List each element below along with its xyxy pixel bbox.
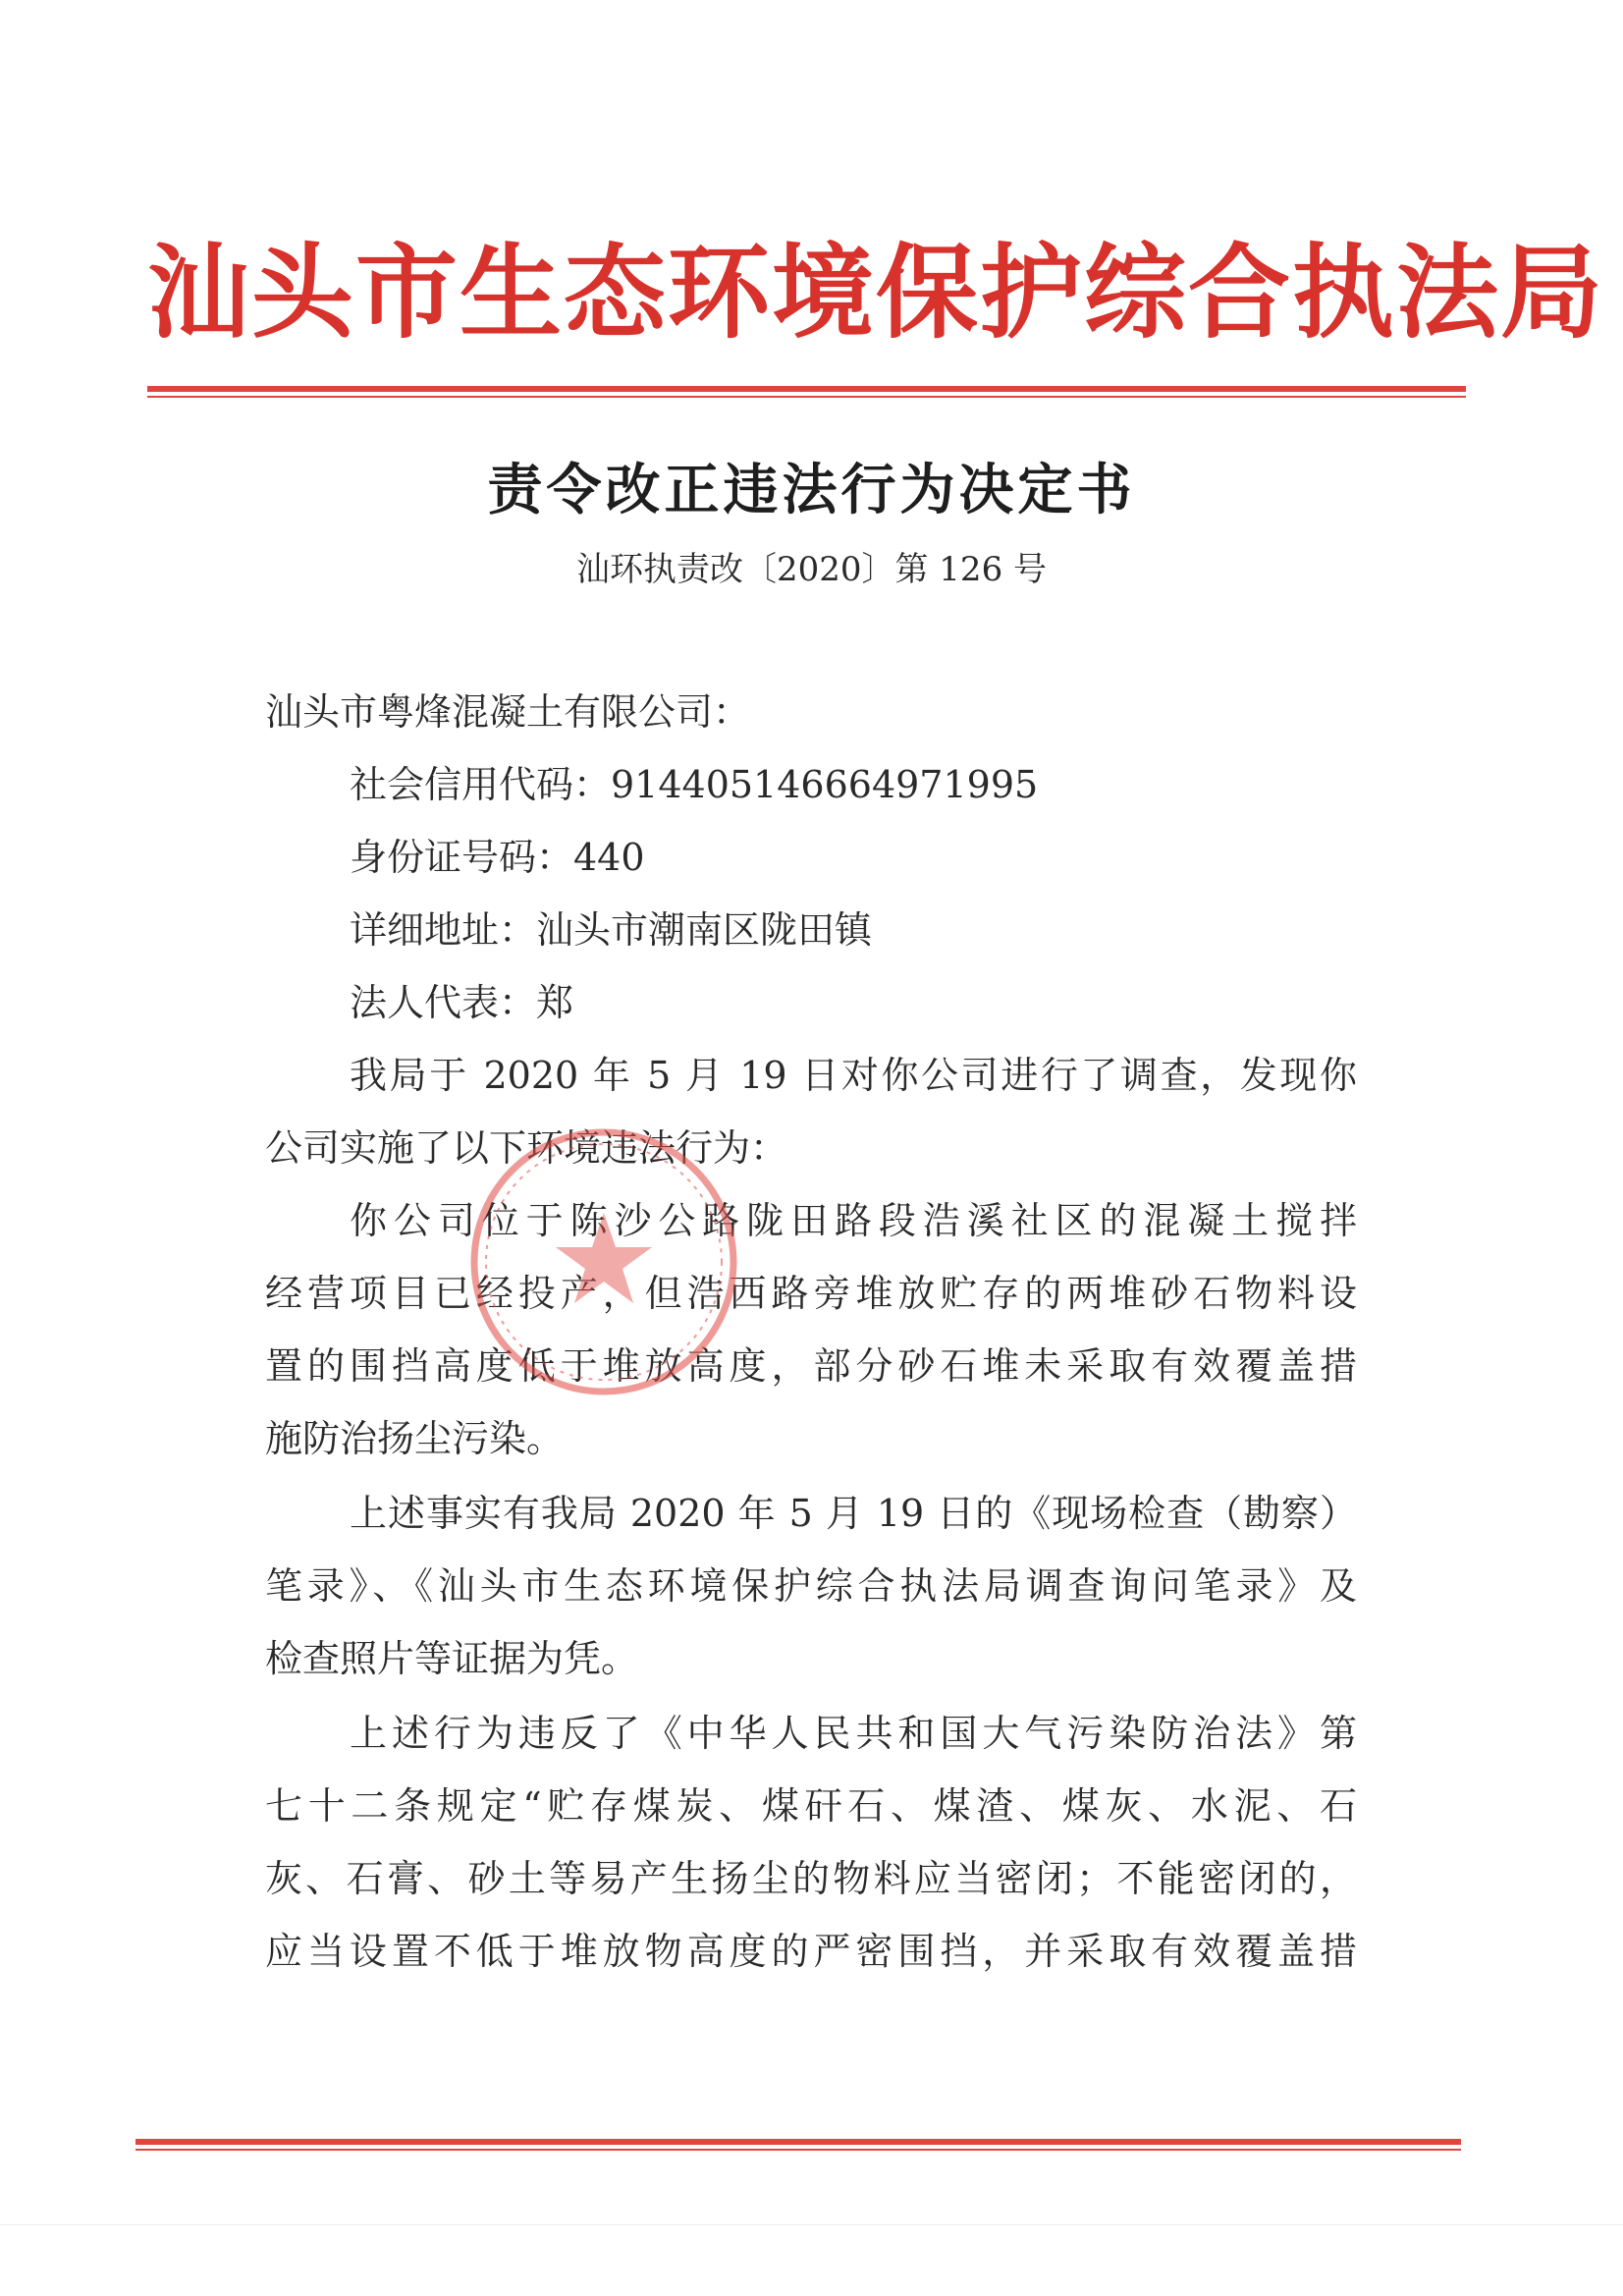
document-number: 汕环执责改〔2020〕第 126 号 (575, 550, 1048, 589)
body-line: 七十二条规定“贮存煤炭、煤矸石、煤渣、煤灰、水泥、石 (265, 1784, 1357, 1828)
body-line: 施防治扬尘污染。 (265, 1417, 565, 1460)
recipient-credit-code: 社会信用代码：91440514666497199‍5 (350, 763, 1039, 806)
recipient-id-number: 身份证号码：440 (350, 836, 645, 879)
agency-header: 汕头市生态环境保护综合执法局 (147, 233, 1605, 353)
body-line: 公司实施了以下环境违法行为： (265, 1126, 788, 1170)
recipient-address: 详细地址：汕头市潮南区陇田镇 (350, 908, 873, 952)
body-line: 你公司位于陈沙公路陇田路段浩溪社区的混凝土搅拌 (350, 1199, 1357, 1242)
recipient-legal-rep: 法人代表：郑 (350, 981, 574, 1024)
body-line: 灰、石膏、砂土等易产生扬尘的物料应当密闭；不能密闭的， (265, 1857, 1357, 1900)
footer-rule-thick (135, 2139, 1461, 2145)
header-rule-thick (147, 386, 1466, 392)
body-line: 上述事实有我局 2020 年 5 月 19 日的《现场检查（勘察） (350, 1492, 1357, 1535)
footer-rule-thin (135, 2149, 1461, 2151)
body-line: 置的围挡高度低于堆放高度，部分砂石堆未采取有效覆盖措 (265, 1344, 1357, 1388)
body-line: 应当设置不低于堆放物高度的严密围挡，并采取有效覆盖措 (265, 1930, 1357, 1973)
recipient-company: 汕头市粤烽混凝土有限公司： (265, 690, 751, 734)
scan-edge (0, 2224, 1623, 2225)
official-seal-stamp (461, 1120, 746, 1404)
body-line: 我局于 2020 年 5 月 19 日对你公司进行了调查，发现你 (350, 1054, 1357, 1097)
body-line: 经营项目已经投产，但浩西路旁堆放贮存的两堆砂石物料设 (265, 1272, 1357, 1315)
header-rule-thin (147, 396, 1466, 398)
body-line: 笔录》、《汕头市生态环境保护综合执法局调查询问笔录》及 (265, 1564, 1357, 1608)
body-line: 上述行为违反了《中华人民共和国大气污染防治法》第 (350, 1712, 1357, 1755)
document-title: 责令改正违法行为决定书 (487, 459, 1136, 522)
body-line: 检查照片等证据为凭。 (265, 1637, 639, 1680)
